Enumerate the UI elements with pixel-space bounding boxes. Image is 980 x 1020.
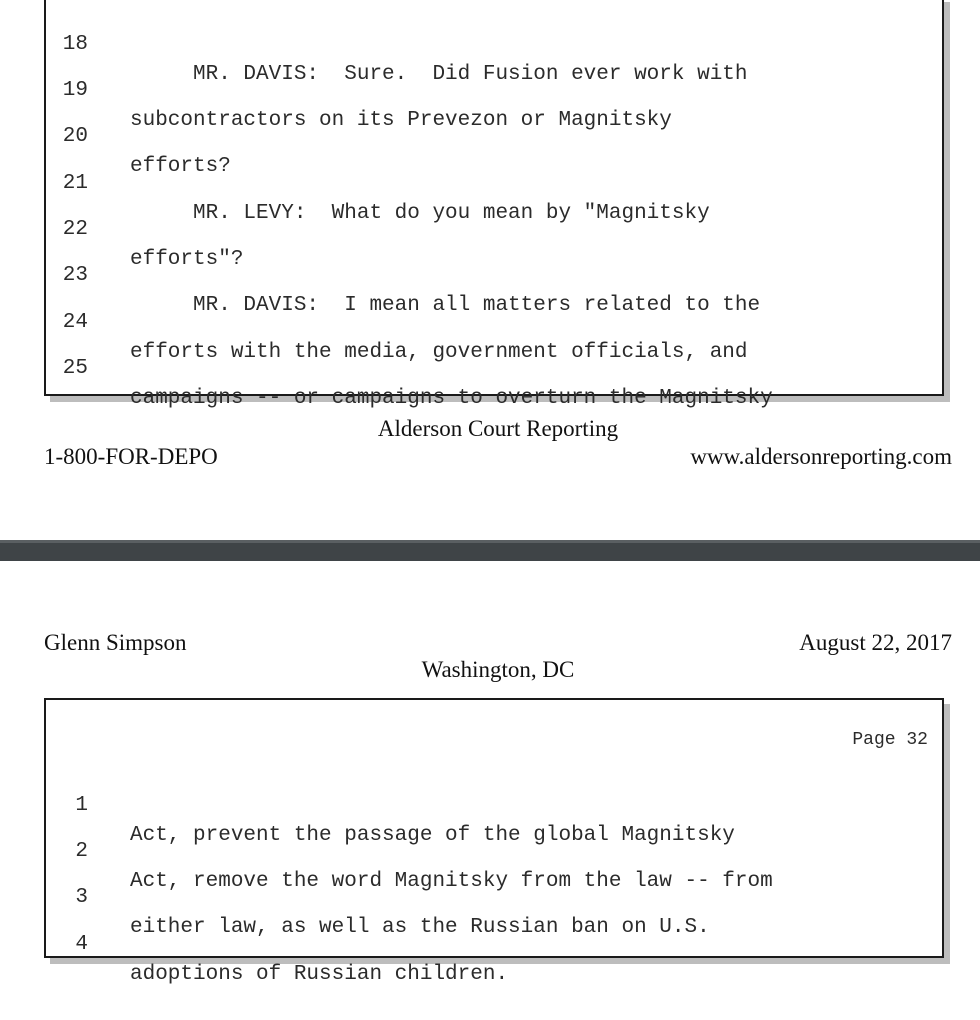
line-number: 2	[75, 840, 88, 863]
line-text: campaigns -- or campaigns to overturn the Magnitsky	[130, 387, 773, 410]
website-url: www.aldersonreporting.com	[690, 444, 952, 469]
line-text: adoptions of Russian children.	[130, 963, 509, 986]
transcript-line	[46, 92, 231, 178]
deposition-location: Washington, DC	[421, 657, 575, 682]
page-number: Page 32	[852, 730, 928, 750]
line-text: efforts with the media, government officials, and	[130, 341, 748, 364]
line-number: 24	[62, 311, 88, 334]
line-text: subcontractors on its Prevezon or Magnitsky	[130, 109, 672, 132]
court-reporter-name: Alderson Court Reporting	[377, 416, 619, 441]
deposition-date: August 22, 2017	[799, 630, 952, 655]
line-text: either law, as well as the Russian ban on U.S.	[130, 916, 710, 939]
page-separator	[0, 540, 980, 561]
line-text: MR. DAVIS: I mean all matters related to the	[130, 294, 761, 317]
line-number: 23	[62, 264, 88, 287]
line-number: 18	[62, 33, 88, 56]
line-number: 4	[75, 933, 88, 956]
transcript-line	[46, 0, 748, 86]
line-text: efforts?	[130, 155, 231, 178]
line-number: 3	[75, 886, 88, 909]
transcript-box	[44, 698, 944, 986]
line-text: MR. DAVIS: Sure. Did Fusion ever work with	[130, 63, 748, 86]
line-number: 20	[62, 125, 88, 148]
transcript-box	[44, 0, 944, 410]
line-text: efforts"?	[130, 248, 244, 271]
line-text: Act, remove the word Magnitsky from the law -- from	[130, 870, 773, 893]
line-number: 25	[62, 357, 88, 380]
line-text: Act, prevent the passage of the global Magnitsky	[130, 824, 735, 847]
deponent-name: Glenn Simpson	[44, 630, 187, 655]
line-number: 21	[62, 172, 88, 195]
line-number: 1	[75, 794, 88, 817]
transcript-page-bottom	[0, 561, 980, 986]
transcript-line	[46, 761, 735, 847]
line-text: MR. LEVY: What do you mean by "Magnitsky	[130, 202, 710, 225]
line-number: 19	[62, 79, 88, 102]
transcript-line	[46, 185, 244, 271]
phone-number: 1-800-FOR-DEPO	[44, 444, 218, 469]
line-number: 22	[62, 218, 88, 241]
